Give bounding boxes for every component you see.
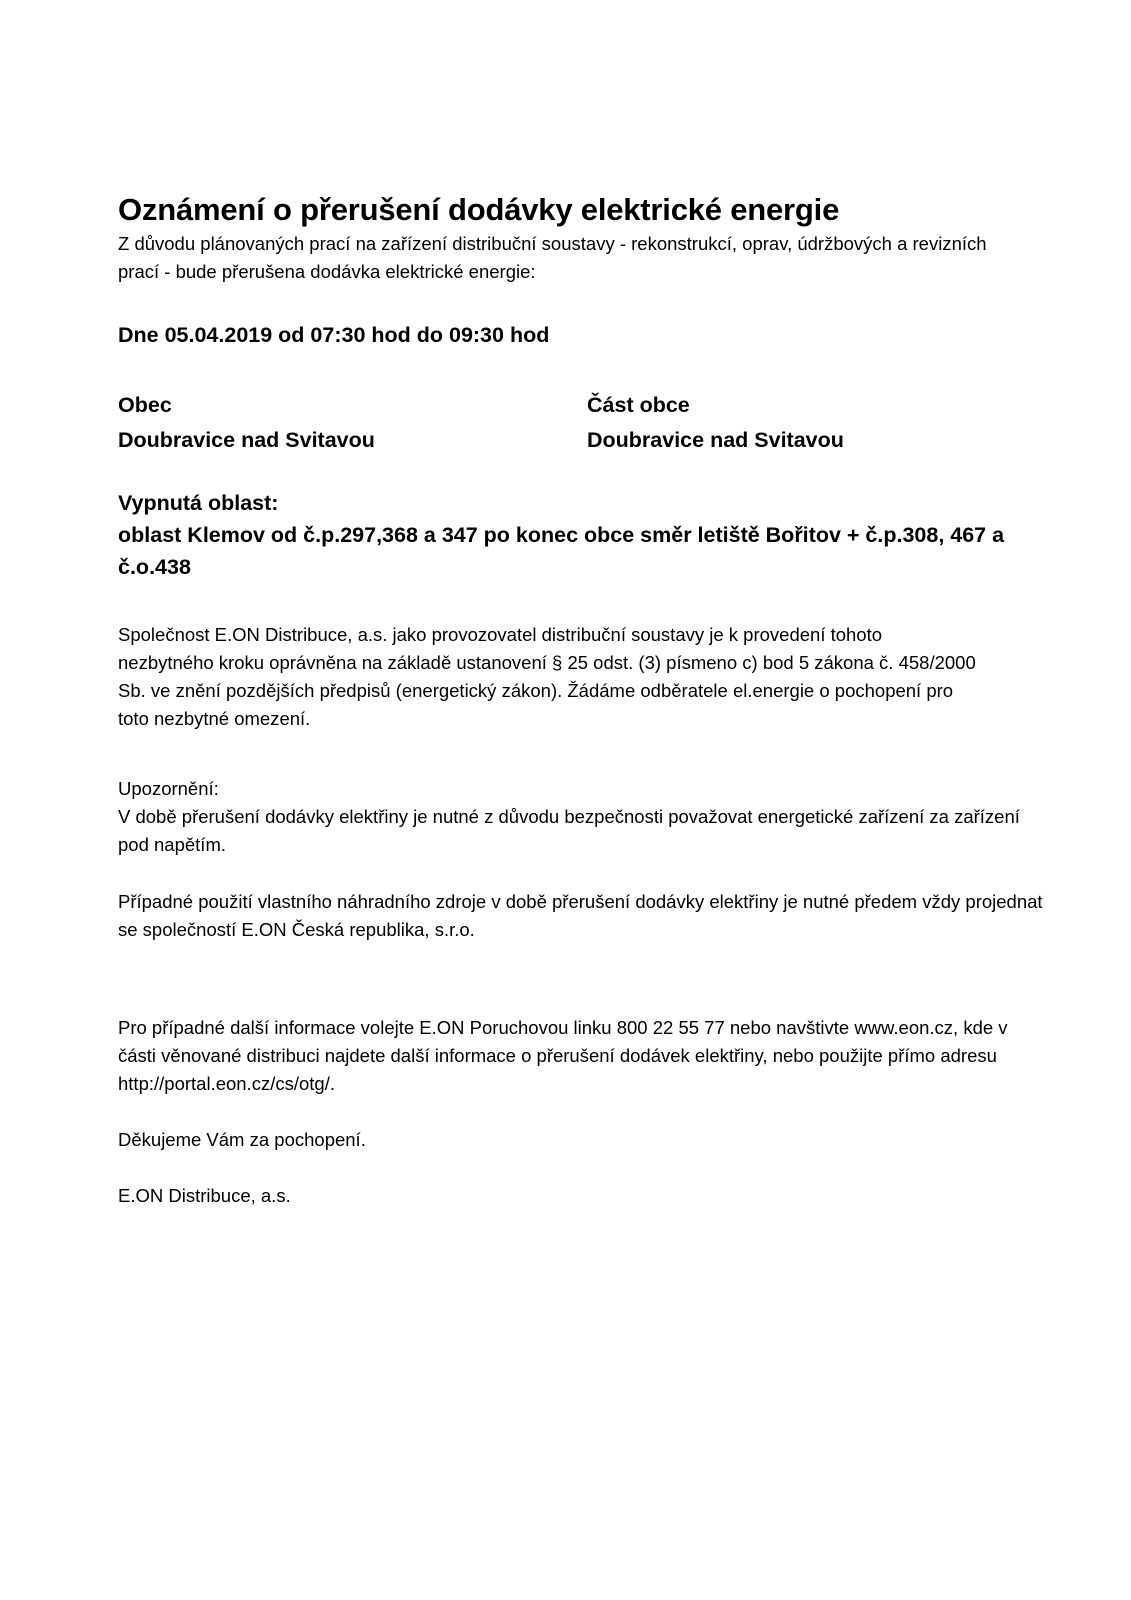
municipality-column [118,388,587,458]
page-title: Oznámení o přerušení dodávky elektrické energie [118,192,840,227]
warning-heading: Upozornění: [118,778,219,799]
municipality-label: Obec [118,393,172,417]
intro-paragraph: Z důvodu plánovaných prací na zařízení distribuční soustavy - rekonstrukcí, oprav, údržbových a revizních prací - bude přerušena dodávka elektrické energie: [118,233,987,282]
warning-paragraph: V době přerušení dodávky elektřiny je nutné z důvodu bezpečnosti považovat energetické zařízení za zařízení pod napětím. [118,806,1020,855]
outage-area-value: oblast Klemov od č.p.297,368 a 347 po konec obce směr letiště Bořitov + č.p.308, 467 a č.o.438 [118,523,1005,579]
contact-info-paragraph: Pro případné další informace volejte E.ON Poruchovou linku 800 22 55 77 nebo navštivte www.eon.cz, kde v části věnované distribuci najdete další informace o přerušení dodávek elektřiny, nebo použijte přímo adresu http://portal.eon.cz/cs/otg/. [118,1017,1008,1094]
municipality-value: Doubravice nad Svitavou [118,428,375,452]
district-column [587,388,1056,458]
thanks-line: Děkujeme Vám za pochopení. [118,1129,366,1150]
signature-line: E.ON Distribuce, a.s. [118,1185,291,1206]
backup-source-paragraph: Případné použití vlastního náhradního zdroje v době přerušení dodávky elektřiny je nutné předem vždy projednat se společností E.ON Česká republika, s.r.o. [118,891,1043,940]
district-label: Část obce [587,393,690,417]
document-content [118,190,1078,1210]
legal-paragraph: Společnost E.ON Distribuce, a.s. jako provozovatel distribuční soustavy je k provedení tohoto nezbytného kroku oprávněna na základě ustanovení § 25 odst. (3) písmeno c) bod 5 zákona č. 458/2000 Sb. ve znění pozdějších předpisů (energetický zákon). Žádáme odběratele el.energie o pochopení pro toto nezbytné omezení. [118,624,976,729]
location-table [118,388,1078,458]
outage-area-label: Vypnutá oblast: [118,491,279,515]
outage-date-line: Dne 05.04.2019 od 07:30 hod do 09:30 hod [118,323,550,347]
district-value: Doubravice nad Svitavou [587,428,844,452]
